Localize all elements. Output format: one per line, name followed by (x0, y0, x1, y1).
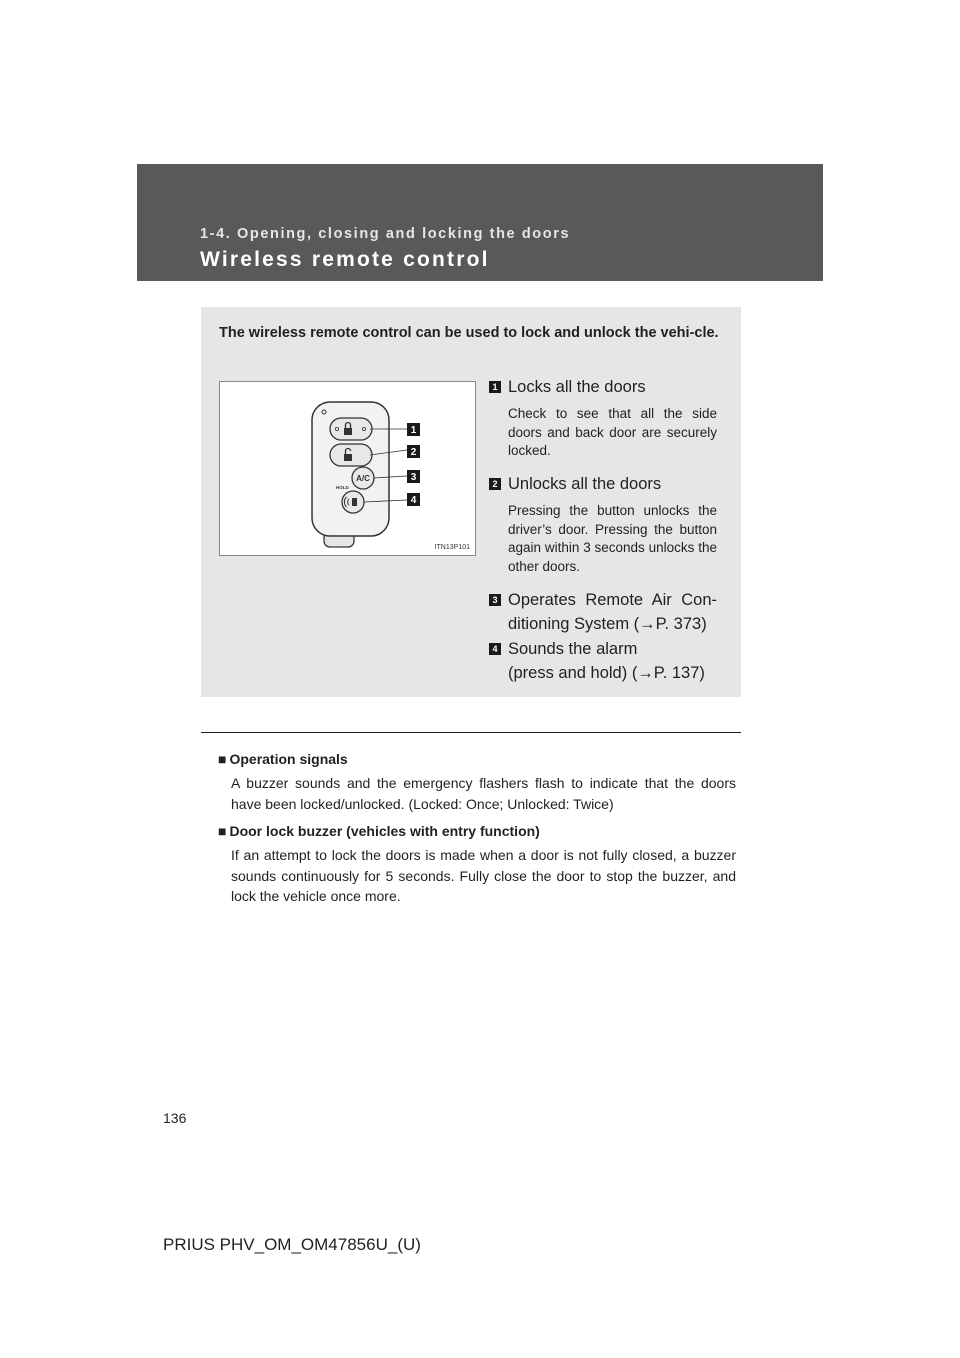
page-title: Wireless remote control (200, 248, 490, 271)
signals-section (218, 748, 736, 913)
item-1-note: Check to see that all the side doors and back door are securely locked. (508, 406, 717, 458)
page-number: 136 (163, 1110, 187, 1126)
signal-body-1: A buzzer sounds and the emergency flashers flash to indicate that the doors have been locked/unlocked. (Locked: Once; Unlocked: Twice) (231, 775, 736, 812)
info-box (201, 307, 741, 697)
item-number-2: 2 (489, 478, 501, 490)
item-4-title-line2: (press and hold) (→P. 137) (508, 664, 705, 682)
hold-label: HOLD (336, 485, 349, 490)
signal-body-2: If an attempt to lock the doors is made when a door is not fully closed, a buzzer sounds continuously for 5 seconds. Fully close the door to stop the buzzer, and lock the vehicle once more. (231, 847, 736, 904)
item-3 (489, 588, 717, 636)
square-bullet-icon: ■ (218, 751, 227, 767)
item-2-note: Pressing the button unlocks the driver’s door. Pressing the button again within 3 seconds unlocks the other doors. (508, 503, 717, 574)
section-header (137, 164, 823, 281)
item-4 (489, 637, 717, 685)
figure-code: ITN13P101 (434, 544, 470, 551)
callout-1-label: 1 (410, 425, 417, 436)
intro-text: The wireless remote control can be used to lock and unlock the vehi-cle. (219, 325, 719, 341)
item-4-title-line1: Sounds the alarm (508, 640, 638, 658)
signal-heading-2 (218, 820, 736, 842)
item-1-title: Locks all the doors (508, 378, 646, 396)
signal-heading-2-text: Door lock buzzer (vehicles with entry function) (229, 823, 540, 839)
section-divider (201, 732, 741, 733)
ac-button-label: A/C (356, 474, 370, 483)
item-number-4: 4 (489, 643, 501, 655)
footer-code: PRIUS PHV_OM_OM47856U_(U) (163, 1235, 421, 1254)
callout-4-label: 4 (410, 495, 417, 506)
item-number-3: 3 (489, 594, 501, 606)
callout-3-label: 3 (410, 472, 417, 483)
item-2 (489, 472, 717, 576)
item-number-1: 1 (489, 381, 501, 393)
item-1 (489, 375, 717, 461)
section-label: 1-4. Opening, closing and locking the doors (200, 226, 571, 242)
square-bullet-icon: ■ (218, 823, 227, 839)
item-3-title: Operates Remote Air Con-ditioning System (→P. 373) (508, 591, 717, 633)
remote-illustration (220, 382, 475, 555)
remote-figure (219, 381, 476, 556)
item-2-title: Unlocks all the doors (508, 475, 662, 493)
callout-2-label: 2 (410, 447, 417, 458)
signal-heading-1 (218, 748, 736, 770)
signal-heading-1-text: Operation signals (229, 751, 348, 767)
